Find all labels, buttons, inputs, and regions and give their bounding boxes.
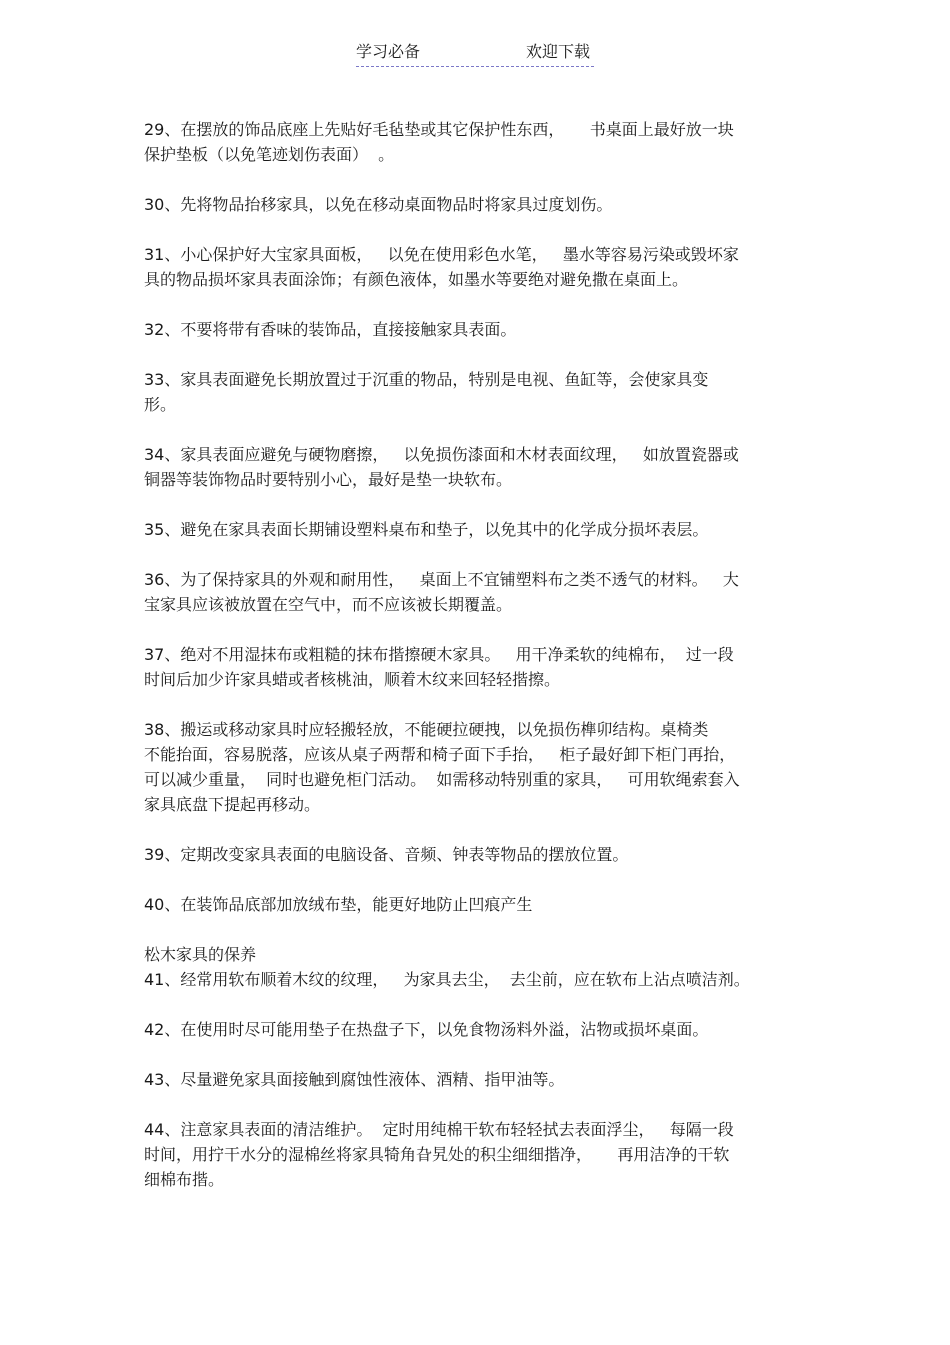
paragraph-line: 29、在摆放的饰品底座上先贴好毛毡垫或其它保护性东西， 书桌面上最好放一块 <box>144 120 734 139</box>
paragraph-line: 38、搬运或移动家具时应轻搬轻放，不能硬拉硬拽，以免损伤榫卯结构。桌椅类 <box>144 720 709 739</box>
paragraph <box>144 892 808 917</box>
paragraph <box>144 367 808 417</box>
paragraph-line: 具的物品损坏家具表面涂饰；有颜色液体，如墨水等要绝对避免撒在桌面上。 <box>144 270 689 289</box>
paragraph-line: 30、先将物品抬移家具，以免在移动桌面物品时将家具过度划伤。 <box>144 195 613 214</box>
paragraph <box>144 717 808 817</box>
paragraph-line: 32、不要将带有香味的装饰品，直接接触家具表面。 <box>144 320 517 339</box>
paragraph-line: 36、为了保持家具的外观和耐用性， 桌面上不宜铺塑料布之类不透气的材料。 大 <box>144 570 739 589</box>
paragraph <box>144 242 808 292</box>
paragraph <box>144 967 808 992</box>
paragraph <box>144 317 808 342</box>
paragraph-line: 41、经常用软布顺着木纹的纹理， 为家具去尘， 去尘前，应在软布上沾点喷洁剂。 <box>144 970 750 989</box>
paragraph <box>144 117 808 167</box>
paragraph-line: 时间后加少许家具蜡或者核桃油，顺着木纹来回轻轻揩擦。 <box>144 670 561 689</box>
paragraph <box>144 567 808 617</box>
paragraph <box>144 442 808 492</box>
paragraph-line: 44、注意家具表面的清洁维护。 定时用纯棉干软布轻轻拭去表面浮尘， 每隔一段 <box>144 1120 734 1139</box>
paragraph-line: 43、尽量避免家具面接触到腐蚀性液体、酒精、指甲油等。 <box>144 1070 565 1089</box>
paragraph <box>144 842 808 867</box>
paragraph-line: 不能抬面，容易脱落，应该从桌子两帮和椅子面下手抬， 柜子最好卸下柜门再抬， <box>144 745 736 764</box>
paragraph-line: 42、在使用时尽可能用垫子在热盘子下，以免食物汤料外溢，沾物或损坏桌面。 <box>144 1020 709 1039</box>
paragraph-line: 31、小心保护好大宝家具面板， 以免在使用彩色水笔， 墨水等容易污染或毁坏家 <box>144 245 739 264</box>
document-body <box>144 117 808 1217</box>
paragraph-line: 可以减少重量， 同时也避免柜门活动。 如需移动特别重的家具， 可用软绳索套入 <box>144 770 740 789</box>
paragraph-line: 40、在装饰品底部加放绒布垫，能更好地防止凹痕产生 <box>144 895 533 914</box>
paragraph-line: 39、定期改变家具表面的电脑设备、音频、钟表等物品的摆放位置。 <box>144 845 629 864</box>
paragraph-line: 35、避免在家具表面长期铺设塑料桌布和垫子，以免其中的化学成分损坏表层。 <box>144 520 709 539</box>
header-left-text: 学习必备 <box>356 42 421 61</box>
paragraph <box>144 642 808 692</box>
paragraph <box>144 517 808 542</box>
paragraph-line: 形。 <box>144 395 177 414</box>
paragraph-line: 家具底盘下提起再移动。 <box>144 795 321 814</box>
paragraph-line: 松木家具的保养 <box>144 945 257 964</box>
paragraph-line: 时间，用拧干水分的湿棉丝将家具犄角旮旯处的积尘细细揩净， 再用洁净的干软 <box>144 1145 730 1164</box>
paragraph <box>144 1017 808 1042</box>
paragraph <box>144 1067 808 1092</box>
paragraph-line: 33、家具表面避免长期放置过于沉重的物品，特别是电视、鱼缸等，会使家具变 <box>144 370 709 389</box>
paragraph <box>144 1117 808 1192</box>
page-header <box>356 40 594 67</box>
paragraph-line: 宝家具应该被放置在空气中，而不应该被长期覆盖。 <box>144 595 513 614</box>
paragraph-line: 37、绝对不用湿抹布或粗糙的抹布揩擦硬木家具。 用干净柔软的纯棉布， 过一段 <box>144 645 734 664</box>
paragraph-line: 细棉布揩。 <box>144 1170 225 1189</box>
paragraph <box>144 192 808 217</box>
paragraph-line: 铜器等装饰物品时要特别小心，最好是垫一块软布。 <box>144 470 513 489</box>
section-heading <box>144 942 808 967</box>
paragraph-line: 34、家具表面应避免与硬物磨擦， 以免损伤漆面和木材表面纹理， 如放置瓷器或 <box>144 445 739 464</box>
paragraph-line: 保护垫板（以免笔迹划伤表面） 。 <box>144 145 395 164</box>
header-right-text: 欢迎下载 <box>525 42 590 61</box>
